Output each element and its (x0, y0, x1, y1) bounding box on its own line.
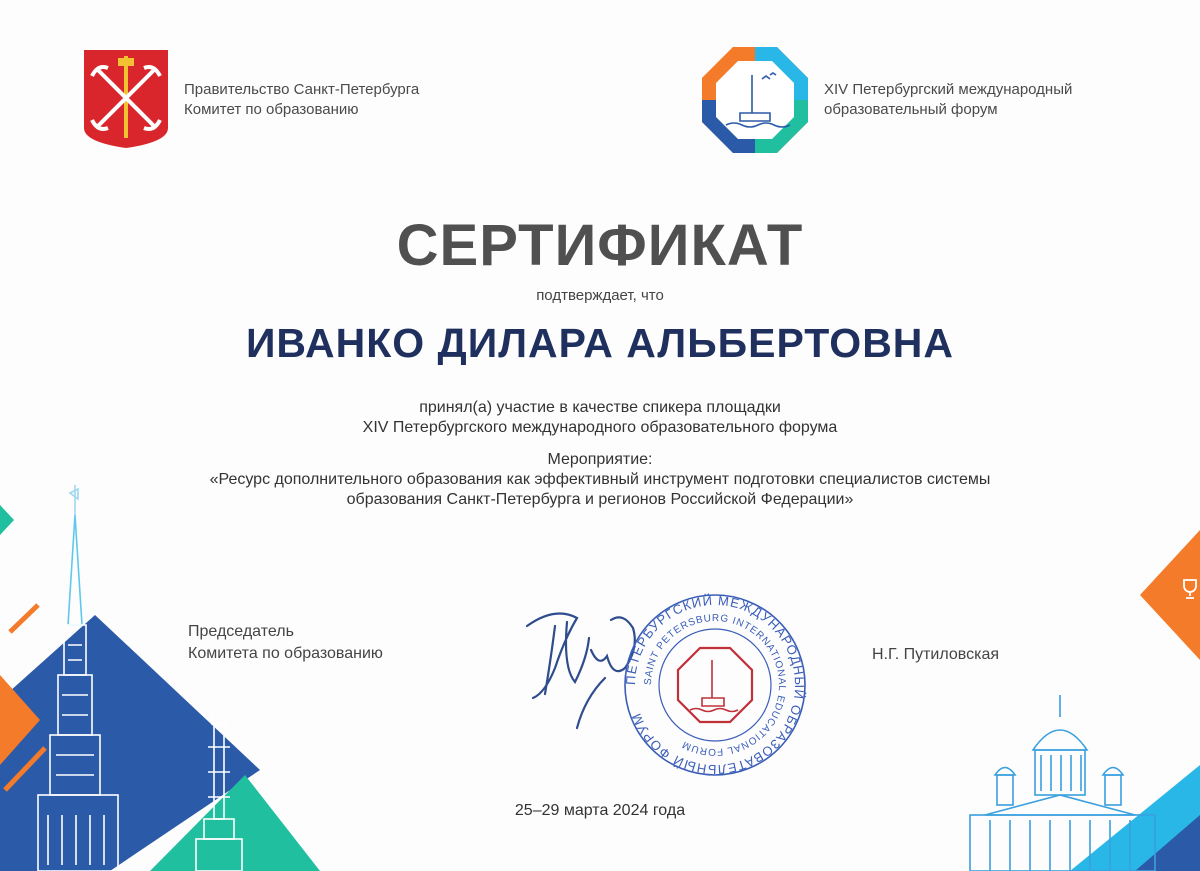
stamp-inner-text: SAINT PETERSBURG INTERNATIONAL EDUCATIONAL FORUM (642, 612, 788, 758)
left-org-name (184, 80, 419, 120)
signer-name: Н.Г. Путиловская (872, 646, 1000, 663)
deco-teal-triangle-small (0, 505, 14, 535)
right-org-line1: XIV Петербургский международный (824, 81, 1073, 98)
participation-line1: принял(а) участие в качестве спикера площадки (419, 399, 781, 416)
left-org-line1: Правительство Санкт-Петербурга (184, 81, 420, 98)
certificate-title: СЕРТИФИКАТ (396, 213, 804, 278)
recipient-name: ИВАНКО ДИЛАРА АЛЬБЕРТОВНА (245, 320, 955, 366)
event-label: Мероприятие: (547, 451, 653, 468)
left-org-line2: Комитет по образованию (184, 101, 359, 118)
svg-text:SAINT PETERSBURG INTERNATIONAL (643, 613, 787, 757)
right-org-line2: образовательный форум (824, 101, 998, 118)
rostral-column-icon (190, 712, 250, 871)
event-title: «Ресурс дополнительного образования как эффективный инструмент подготовки специалистов системы образования Санкт-Петербурга и регионов Российской Федерации» (209, 471, 991, 508)
trophy-icon (1180, 578, 1200, 600)
signer-position-line2: Комитета по образованию (188, 645, 383, 662)
signer-position (188, 621, 383, 665)
forum-stamp (620, 590, 810, 780)
forum-octagon-logo-icon (700, 45, 810, 155)
right-org-name (824, 80, 1072, 120)
spb-coat-of-arms-icon (84, 50, 168, 148)
stamp-outer-text: ПЕТЕРБУРГСКИЙ МЕЖДУНАРОДНЫЙ ОБРАЗОВАТЕЛЬНЫЙ ФОРУМ (622, 592, 808, 778)
confirms-text: подтверждает, что (536, 287, 664, 304)
event-dates: 25–29 марта 2024 года (514, 802, 686, 819)
signer-position-line1: Председатель (188, 623, 294, 640)
participation-line2: XIV Петербургского международного образовательного форума (362, 419, 838, 436)
st-isaacs-cathedral-icon (955, 695, 1170, 871)
